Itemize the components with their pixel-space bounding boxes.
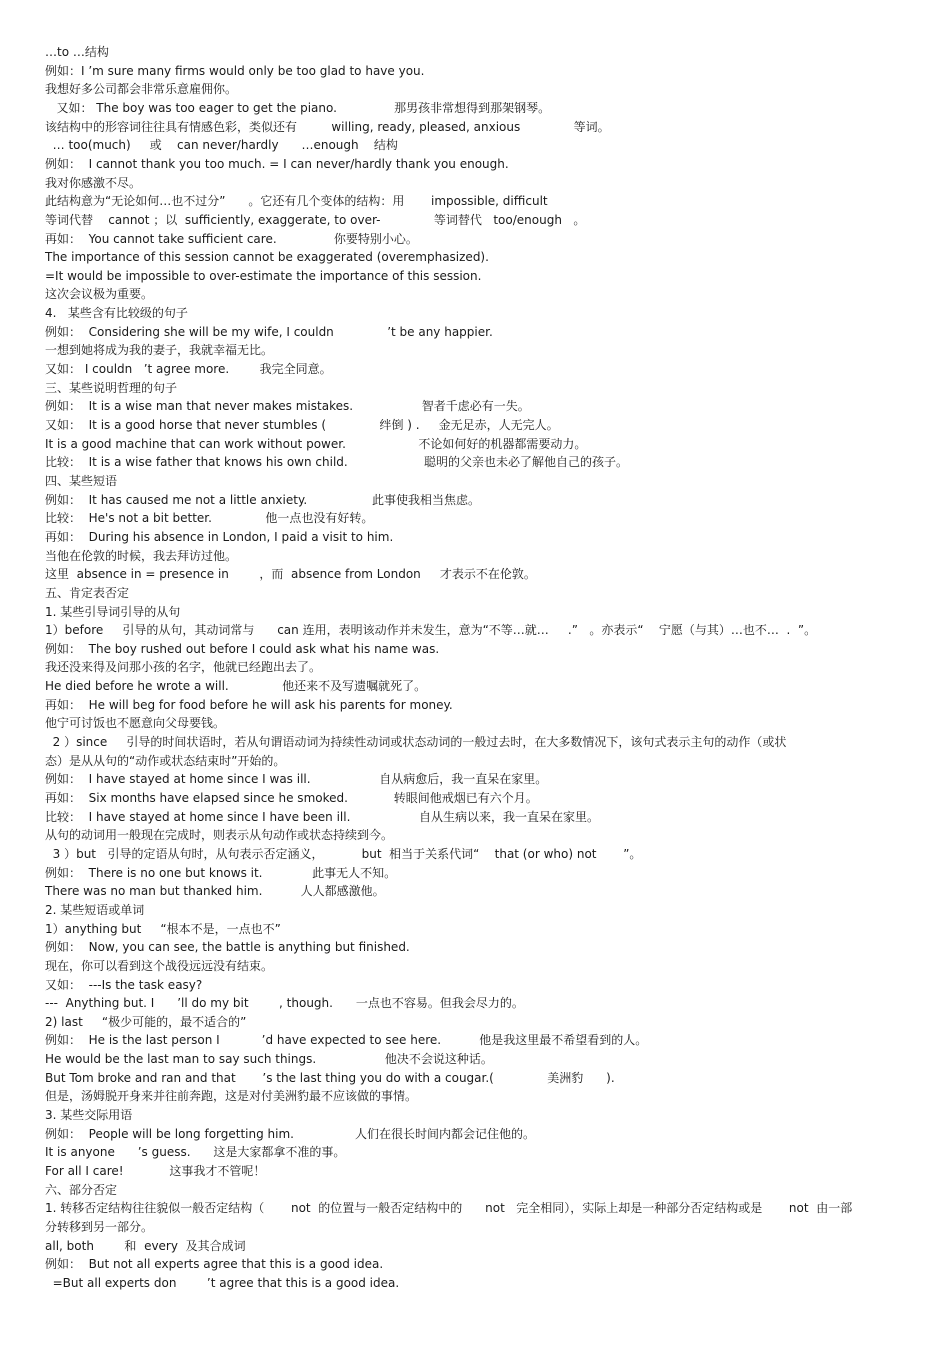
text-line: 从句的动词用一般现在完成时，则表示从句动作或状态持续到今。 (45, 828, 394, 843)
text-line: 比较： It is a wise father that knows his own child. 聪明的父亲也未必了解他自己的孩子。 (45, 455, 629, 470)
text-line: 比较： I have stayed at home since I have been ill. 自从生病以来，我一直呆在家里。 (45, 809, 600, 824)
text-line: 态）是从从句的“动作或状态结束时”开始的。 (45, 753, 286, 768)
text-line: 例如： It is a wise man that never makes mistakes. 智者千虑必有一失。 (45, 399, 530, 414)
text-line: 1. 某些引导词引导的从句 (45, 604, 181, 619)
text-line: 例如： I have stayed at home since I was ill. 自从病愈后，我一直呆在家里。 (45, 772, 548, 787)
text-line: But Tom broke and ran and that ’s the last thing you do with a cougar.( 美洲豹 ). (45, 1070, 615, 1085)
text-line: There was no man but thanked him. 人人都感激他。 (45, 884, 385, 899)
text-line: 例如： People will be long forgetting him. 人们在很长时间内都会记住他的。 (45, 1126, 536, 1141)
text-line: …to …结构 (45, 45, 109, 59)
text-line: 又如： ---Is the task easy? (45, 977, 203, 992)
text-line: 2) last “极少可能的，最不适合的” (45, 1014, 247, 1029)
text-line: 此结构意为“无论如何…也不过分” 。它还有几个变体的结构：用 impossible, difficult (45, 194, 548, 209)
text-line: 2. 某些短语或单词 (45, 902, 145, 917)
text-line: 2 ）since 引导的时间状语时，若从句谓语动词为持续性动词或状态动词的一般过去时，在大多数情况下，该句式表示主句的动作（或状 (45, 735, 787, 749)
text-line: 3. 某些交际用语 (45, 1108, 133, 1122)
text-line: 1）before 引导的从句，其动词常与 can 连用，表明该动作并未发生，意为“不等…就… .” 。亦表示“ 宁愿（与其）…也不… . ”。 (45, 623, 817, 638)
text-line: He died before he wrote a will. 他还来不及写遗嘱就死了。 (45, 679, 427, 694)
text-line: =It would be impossible to over-estimate the importance of this session. (45, 268, 482, 283)
text-line: 1）anything but “根本不是，一点也不” (45, 921, 281, 936)
text-line: 但是，汤姆脱开身来并往前奔跑，这是对付美洲豹最不应该做的事情。 (45, 1089, 418, 1104)
text-line: 例如：I ’m sure many firms would only be too glad to have you. (45, 63, 425, 78)
text-line: 一想到她将成为我的妻子，我就幸福无比。 (45, 343, 274, 358)
text-line: 再如： He will beg for food before he will ask his parents for money. (45, 697, 453, 712)
text-line: 例如： There is no one but knows it. 此事无人不知。 (45, 865, 397, 880)
text-line: 五、肯定表否定 (45, 585, 130, 600)
text-line: For all I care! 这事我才不管呢！ (45, 1164, 266, 1178)
text-line: all, both 和 every 及其合成词 (45, 1238, 246, 1253)
text-line: 我还没来得及问那小孩的名字，他就已经跑出去了。 (45, 660, 322, 675)
text-line: 3 ）but 引导的定语从句时，从句表示否定涵义， but 相当于关系代词“ that (or who) not ”。 (45, 846, 642, 861)
text-line: 现在，你可以看到这个战役远远没有结束。 (45, 958, 274, 973)
text-line: 再如： During his absence in London, I paid a visit to him. (45, 529, 394, 544)
text-line: 该结构中的形容词往往具有情感色彩，类似还有 willing, ready, pleased, anxious 等词。 (45, 119, 610, 134)
text-line: 他宁可讨饭也不愿意向父母要钱。 (45, 716, 226, 731)
text-line: 又如： It is a good horse that never stumbles ( 绊倒 ) . 金无足赤，人无完人。 (45, 418, 559, 432)
text-line: The importance of this session cannot be exaggerated (overemphasized). (45, 250, 489, 265)
text-line: 例如： Considering she will be my wife, I couldn ’t be any happier. (45, 324, 493, 339)
text-line: It is a good machine that can work without power. 不论如何好的机器都需要动力。 (45, 436, 587, 451)
text-line: 例如： Now, you can see, the battle is anything but finished. (45, 940, 410, 955)
text-line: 4. 某些含有比较级的句子 (45, 306, 188, 321)
text-line: 1. 转移否定结构往往貌似一般否定结构（ not 的位置与一般否定结构中的 not 完全相同），实际上却是一种部分否定结构或是 not 由一部 (45, 1201, 853, 1216)
text-line: … too(much) 或 can never/hardly …enough 结构 (45, 138, 398, 153)
text-line: 六、部分否定 (45, 1182, 118, 1197)
text-line: 分转移到另一部分。 (45, 1219, 154, 1234)
text-line: 四、某些短语 (45, 473, 118, 488)
text-line: 比较： He's not a bit better. 他一点也没有好转。 (45, 511, 374, 526)
text-line: 我对你感激不尽。 (45, 175, 142, 190)
text-line: 例如： He is the last person I ’d have expected to see here. 他是我这里最不希望看到的人。 (45, 1033, 648, 1048)
text-line: 例如： The boy rushed out before I could ask what his name was. (45, 641, 440, 656)
text-line: 例如： It has caused me not a little anxiety. 此事使我相当焦虑。 (45, 492, 481, 507)
text-line: --- Anything but. I ’ll do my bit , though. 一点也不容易。但我会尽力的。 (45, 996, 524, 1011)
text-line: It is anyone ’s guess. 这是大家都拿不准的事。 (45, 1145, 346, 1160)
text-line: 这次会议极为重要。 (45, 287, 154, 302)
text-line: 当他在伦敦的时候，我去拜访过他。 (45, 548, 238, 563)
text-line: 例如： But not all experts agree that this is a good idea. (45, 1257, 384, 1272)
text-line: He would be the last man to say such things. 他决不会说这种话。 (45, 1052, 493, 1067)
text-line: 再如： Six months have elapsed since he smoked. 转眼间他戒烟已有六个月。 (45, 791, 538, 805)
text-line: 又如： I couldn ’t agree more. 我完全同意。 (45, 362, 332, 376)
text-line: 我想好多公司都会非常乐意雇佣你。 (45, 82, 238, 97)
text-line: 等词代替 cannot ；以 sufficiently, exaggerate, to over- 等词替代 too/enough 。 (45, 212, 586, 227)
text-line: 这里 absence in = presence in ，而 absence from London 才表示不在伦敦。 (45, 567, 536, 582)
text-line: 又如： The boy was too eager to get the piano. 那男孩非常想得到那架钢琴。 (45, 100, 551, 115)
text-line: =But all experts don ’t agree that this is a good idea. (45, 1275, 400, 1290)
text-line: 例如： I cannot thank you too much. = I can never/hardly thank you enough. (45, 156, 509, 171)
text-line: 三、某些说明哲理的句子 (45, 380, 178, 395)
text-line: 再如： You cannot take sufficient care. 你要特别小心。 (45, 231, 418, 246)
